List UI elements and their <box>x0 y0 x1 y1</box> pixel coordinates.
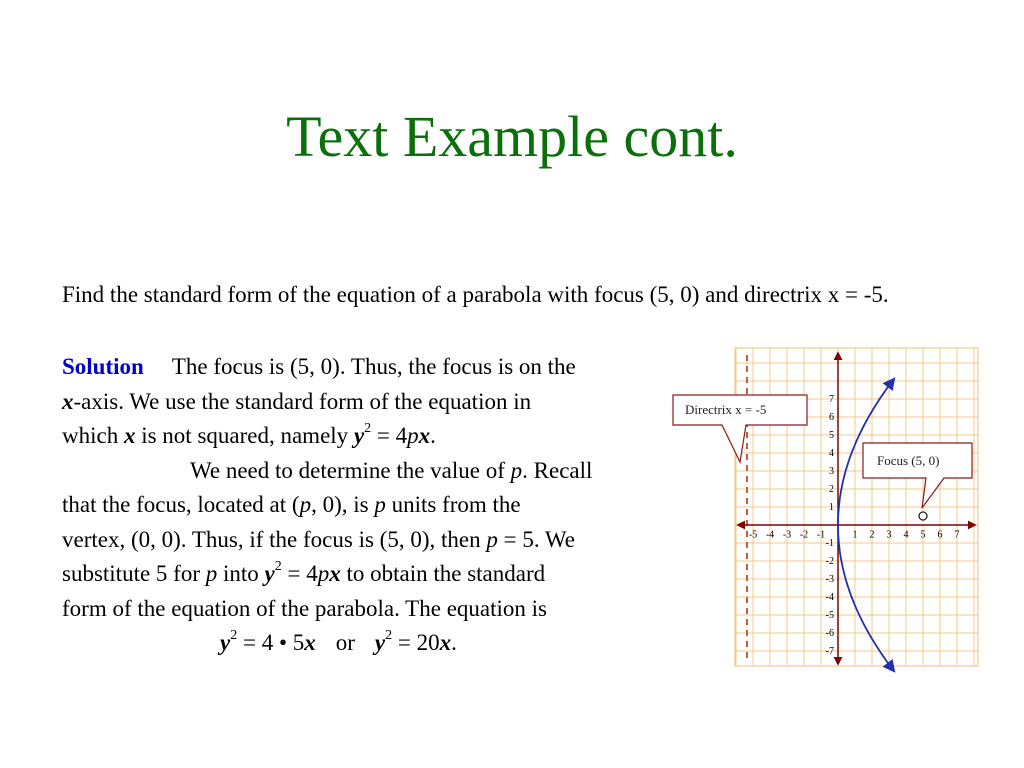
exponent: 2 <box>364 421 372 437</box>
var-p: p <box>317 561 330 586</box>
y-tick-label: -7 <box>825 646 834 657</box>
var-p: p <box>486 526 498 552</box>
y-tick-label: 4 <box>829 448 834 459</box>
exponent: 2 <box>274 559 282 575</box>
x-tick-label: 6 <box>937 529 943 541</box>
y-tick-label: 7 <box>829 394 834 405</box>
solution-text-5c: units from the <box>391 492 521 517</box>
eq-part: = 4 • 5 <box>237 630 305 655</box>
x-tick-label: -4 <box>765 529 775 541</box>
period: . <box>430 423 436 448</box>
focus-callout <box>863 443 972 508</box>
y-tick-label: -2 <box>825 556 834 567</box>
var-x: x <box>439 630 452 655</box>
exponent: 2 <box>230 628 238 644</box>
focus-label: Focus (5, 0) <box>877 453 940 468</box>
solution-text-3b: is not squared, namely <box>141 423 349 448</box>
y-tick-label: -6 <box>825 628 834 639</box>
y-tick-label: -4 <box>825 592 834 603</box>
var-y: y <box>374 630 386 655</box>
y-tick-label: -3 <box>825 574 834 585</box>
exponent: 2 <box>385 628 393 644</box>
var-p: p <box>299 492 312 517</box>
y-tick-label: 5 <box>829 430 834 441</box>
x-tick-label: -2 <box>799 529 809 541</box>
y-tick-label: 6 <box>829 412 834 423</box>
var-p: p <box>510 457 523 483</box>
y-tick-label: 3 <box>829 466 834 477</box>
period: . <box>451 630 457 655</box>
directrix-label: Directrix x = -5 <box>685 402 767 417</box>
var-x: x <box>329 561 341 586</box>
y-tick-label: -5 <box>825 610 834 621</box>
var-y: y <box>220 630 231 655</box>
solution-text-3a: which <box>62 423 119 448</box>
eq-part: = 20 <box>392 630 440 655</box>
solution-text-8: form of the equation of the parabola. The equation is <box>62 595 547 621</box>
eq-part: = 4 <box>281 561 318 586</box>
solution-text-1: The focus is (5, 0). Thus, the focus is on the <box>171 354 576 379</box>
x-tick-label: 2 <box>869 529 875 541</box>
y-tick-label: -1 <box>825 538 834 549</box>
var-x: x <box>123 423 136 448</box>
solution-text-7a: substitute 5 for <box>62 561 200 586</box>
solution-text-6b: = 5. We <box>503 526 575 552</box>
var-p: p <box>205 561 218 586</box>
solution-text-2: -axis. We use the standard form of the equation in <box>73 388 532 414</box>
var-y: y <box>353 423 365 448</box>
x-tick-label: 1 <box>852 529 858 541</box>
var-p: p <box>407 423 419 448</box>
var-y: y <box>264 561 275 586</box>
or-word: or <box>335 630 355 655</box>
x-tick-label: 5 <box>920 529 926 541</box>
slide-title: Text Example cont. <box>286 104 738 169</box>
var-x: x <box>62 388 74 414</box>
solution-text-4b: . Recall <box>522 457 593 483</box>
problem-statement: Find the standard form of the equation of a parabola with focus (5, 0) and directrix x = -5. <box>62 282 889 307</box>
focus-point <box>919 512 927 520</box>
x-tick-label: 3 <box>886 529 892 541</box>
x-tick-label: -5 <box>748 529 758 541</box>
var-x: x <box>304 630 316 655</box>
solution-text-5a: that the focus, located at ( <box>62 492 300 517</box>
x-tick-label: 4 <box>903 529 909 541</box>
solution-text-7c: to obtain the standard <box>346 561 546 586</box>
solution-text-7b: into <box>223 561 259 586</box>
x-tick-label: -1 <box>816 529 826 541</box>
var-p: p <box>374 492 386 517</box>
y-tick-label: 1 <box>829 502 834 513</box>
solution-text-5b: , 0), is <box>311 492 369 517</box>
var-x: x <box>418 423 431 448</box>
solution-text-6a: vertex, (0, 0). Thus, if the focus is (5, 0), then <box>62 526 481 552</box>
eq-part: = 4 <box>371 423 408 448</box>
x-tick-label: -3 <box>782 529 792 541</box>
solution-text-4a: We need to determine the value of <box>190 457 505 483</box>
x-tick-labels <box>749 529 960 540</box>
y-tick-label: 2 <box>829 484 834 495</box>
x-tick-label: 7 <box>954 529 960 541</box>
solution-label: Solution <box>62 354 144 379</box>
